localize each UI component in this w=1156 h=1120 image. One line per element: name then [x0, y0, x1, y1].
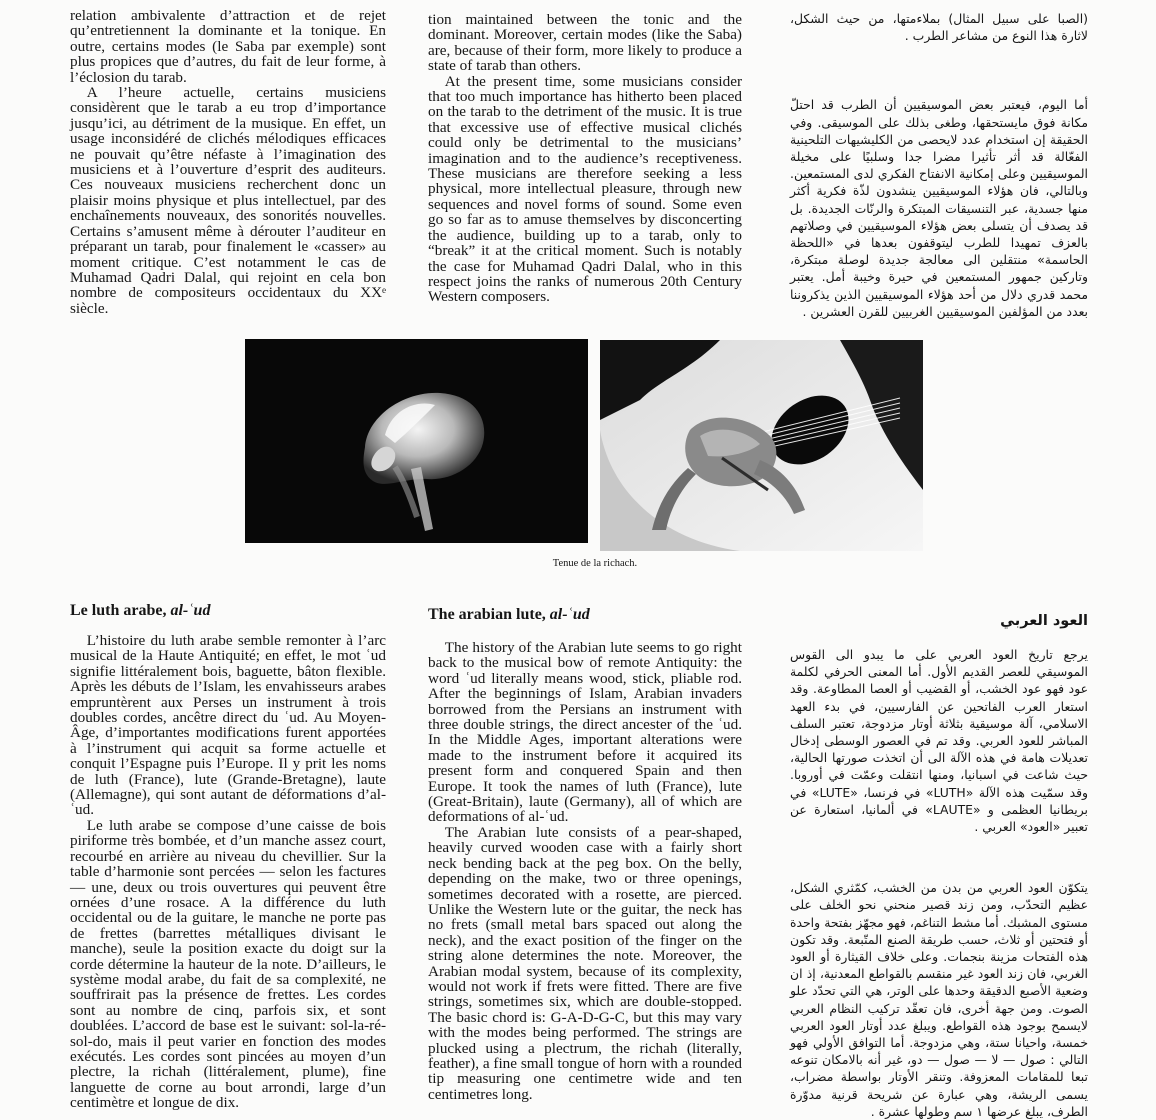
- french-heading-italic: al-ʿud: [170, 602, 211, 619]
- french-heading-text: Le luth arabe,: [70, 602, 171, 619]
- english-heading-italic: al-ʿud: [549, 606, 590, 623]
- photo-hand-holding-plectrum: [245, 339, 588, 543]
- english-section-heading: [428, 606, 590, 624]
- top-ar-paragraph-2: أما اليوم، فيعتبر بعض الموسيقيين أن الطرب قد احتلّ مكانة فوق مايستحقها، وطغى بذلك على الموسيقى. وفي الحقيقة إن استخدام عدد لايحصى من الكليشيهات التلحينية الفعّالة قد أثر تأثيرا مضرا جدا وسلبيًا على مخيلة الموسيقيين وعلى إمكانية الانفتاح الفكري لدى المستمعين. وبالتالي، فان هؤلاء الموسيقيين ينشدون لذّة فكرية أكثر منها جسدية، عبر التنسيقات المبتكرة والرنّات الجديدة. بل قد يصدف أن يتسلى بعض هؤلاء الموسيقيين في وصلاتهم بالعزف تمهيدا للطرب ليتوقفون بعدها في «اللحظة الحاسمة» منتقلين الى معالجة جديدة لوصلة مبتكرة، وتاركين جمهور المستمعين في حيرة وخيبة أمل. يعتبر محمد قدري دلال من أحد هؤلاء الموسيقيين الذين يذكروننا بعدد من المؤلفين الموسيقيين الغربيين للقرن العشرين .: [790, 97, 1088, 319]
- figure-caption: Tenue de la richach.: [552, 558, 638, 569]
- photo-hand-playing-oud-illustration: [600, 340, 923, 551]
- bottom-ar-paragraph-1: يرجع تاريخ العود العربي على ما يبدو الى القوس الموسيقي للعصر القديم الأول. أما المعنى الحرفي لكلمة عود فهو عود الخشب، أو القضيب أو العصا المطاوعة. وقد استعار العرب الفاتحين عن الفارسيين، في بدء العهد الاسلامي، آلة موسيقية بثلاثة أوتار مزدوجة، تعتبر السلف المباشر للعود العربي. وقد تم في العصور الوسطى إدخال تعديلات هامة في هذه الآلة الى أن اتخذت صورتها الحالية، حيث شاعت في اسبانيا، ومنها انتقلت وعمّت في أوروبا. وقد سمّيت هذه الآلة «LUTH» في فرنسا، «LUTE» في بريطانيا العظمى و «LAUTE» في ألمانيا، استعارة عن تعبير «العود» العربي .: [790, 647, 1088, 835]
- top-en-paragraph-2: At the present time, some musicians consider that too much importance has hitherto been placed on the tarab to the detriment of the music. It is true that excessive use of effective musical clichés could only be detrimental to the musicians’ imagination and to the audience’s receptiveness. These musicians are therefore seeking a less physical, more intellectual pleasure, through new sequences and novel forms of sound. Some even go so far as to amuse themselves by disconcerting the audience, building up to a tarab, only to “break” it at the critical moment. Such is notably the case for Muhamad Qadri Dalal, who in this respect joins the ranks of numerous 20th Century Western composers.: [428, 72, 742, 306]
- top-fr-paragraph-1: relation ambivalente d’attraction et de rejet qu’entretiennent la dominante et la tonique. En outre, certains modes (le Saba par exemple) sont plus propices que d’autres, du fait de leur forme, à l’éclosion du tarab.: [70, 7, 386, 86]
- english-heading-text: The arabian lute,: [428, 606, 550, 623]
- bottom-arabic-column: [790, 646, 1088, 1120]
- top-english-column: [428, 12, 742, 305]
- french-section-heading: [70, 602, 210, 620]
- arabic-section-heading: العود العربي: [1000, 613, 1088, 629]
- bottom-french-column: [70, 633, 386, 1111]
- bottom-english-column: [428, 640, 742, 1102]
- top-arabic-column: [790, 10, 1088, 320]
- photo-hand-holding-plectrum-illustration: [245, 339, 588, 543]
- bottom-en-paragraph-1: The history of the Arabian lute seems to go right back to the musical bow of remote Antiquity: the word ʿud literally means wood, stick, pliable rod. After the beginnings of Islam, Arabian invaders borrowed from the Persians an instrument with three double strings, the direct ancester of the ʿud. In the Middle Ages, important alterations were made to the instrument before it acquired its present form and conquered Spain and then Europe. It took the names of luth (France), lute (Great-Britain), laute (Germany), all of which are deformations of al-ʿud.: [428, 639, 742, 826]
- bottom-fr-paragraph-1: L’histoire du luth arabe semble remonter à l’arc musical de la Haute Antiquité; en effet, le mot ʿud signifie littéralement bois, baguette, bâton flexible. Après les débuts de l’Islam, les envahisseurs arabes empruntèrent aux Perses un instrument à trois doubles cordes, ancêtre direct du ʿud. Au Moyen-Âge, d’importantes modifications furent apportées à l’instrument qui acquit sa forme actuelle et conquit l’Espagne puis l’Europe. Il y prit les noms de luth (France), lute (Grande-Bretagne), laute (Allemagne), qui sont autant de déformations d’al-ʿud.: [70, 632, 386, 819]
- photo-hand-playing-oud: [600, 340, 923, 551]
- bottom-fr-paragraph-2: Le luth arabe se compose d’une caisse de bois piriforme très bombée, et d’un manche assez court, recourbé en arrière au niveau du chevillier. Sur la table d’harmonie sont percées — selon les factures — une, deux ou trois ouvertures qui peuvent être ornées d’une rosace. A la différence du luth occidental ou de la guitare, le manche ne porte pas de frettes (barrettes métalliques divisant le manche), seule la position exacte du doigt sur la corde détermine la hauteur de la note. D’ailleurs, le système modal arabe, du fait de sa complexité, ne souffrirait pas la présence de frettes. Les cordes sont au nombre de cinq, parfois six, et sont doublées. L’accord de base est le suivant: sol-la-ré-sol-do, mais il peut varier en fonction des modes exécutés. Les cordes sont pincées au moyen d’un plectre, la richah (littéralement, plume), fine languette de corne au bout arrondi, large d’un centimètre et longue de dix.: [70, 816, 386, 1112]
- bottom-ar-paragraph-2: يتكوّن العود العربي من بدن من الخشب، كمّثري الشكل، عظيم التحدّب، ومن زند قصير منحني نحو الخلف على مستوى المشبك. أما مشط التناغم، فهو مجهّز بفتحة واحدة أو فتحتين أو ثلاث، حسب طريقة الصنع المتّبعة. وقد تكون هذه الفتحات مزينة بنجمات. وعلى خلاف القيثارة أو العود الغربي، فان زند العود غير منقسم بالقواطع المعدنية، إذ ان وضعية الأصبع الدقيقة وحدها على الوتر، هي التي تحدّد علو الصوت. ومن جهة أخرى، فان تعقّد تركيب النظام العربي لايسمح بوجود هذه القواطع. ويبلغ عدد أوتار العود العربي خمسة، واحيانا ستة، وهي مزدوجة. أما التوافق الأولي فهو التالي : صول — لا — صول — دو، غير أنه بالامكان تنوعه تبعا للمقامات المعزوفة. وتنقر الأوتار بواسطة مضراب، يسمى الريشة، وهي عبارة عن شريحة قرنية مدوّرة الطرف، يبلغ عرضها ١ سم وطولها عشرة .: [790, 880, 1088, 1119]
- top-fr-paragraph-2: A l’heure actuelle, certains musiciens considèrent que le tarab a eu trop d’importance jusqu’ici, au détriment de la musique. En effet, un usage inconsidéré de clichés mélodiques efficaces ne pouvait qu’être néfaste à l’imagination des musiciens et à l’ouverture d’esprit des auditeurs. Ces nouveaux musiciens recherchent donc un plaisir moins physique et plus intellectuel, par des enchaînements nouveaux, des sonorités nouvelles. Certains s’amusent même à dérouter l’auditeur en préparant un tarab, pour finalement le «casser» au moment critique. C’est notamment le cas de Muhamad Qadri Dalal, qui rejoint en cela bon nombre de compositeurs occidentaux du XXᵉ siècle.: [70, 84, 386, 317]
- top-french-column: [70, 8, 386, 316]
- top-en-paragraph-1: tion maintained between the tonic and the dominant. Moreover, certain modes (like the Saba) are, because of their form, more likely to produce a state of tarab than others.: [428, 11, 742, 75]
- bottom-en-paragraph-2: The Arabian lute consists of a pear-shaped, heavily curved wooden case with a fairly short neck bending back at the peg box. On the belly, depending on the make, two or three openings, sometimes decorated with a rosette, are pierced. Unlike the Western lute or the guitar, the neck has no frets (small metal bars spaced out along the neck), and the exact position of the finger on the string alone determines the note. Moreover, the Arabian modal system, because of its complexity, would not work if frets were fitted. There are five strings, sometimes six, which are double-stopped. The basic chord is: G-A-D-G-C, but this may vary with the modes being performed. The strings are plucked using a plectrum, the richah (literally, feather), a fine small tongue of horn with a rounded tip measuring one centimetre wide and ten centimetres long.: [428, 823, 742, 1103]
- top-ar-paragraph-1: (الصبا على سبيل المثال) بملاءمتها، من حيث الشكل، لاثارة هذا النوع من مشاعر الطرب .: [790, 11, 1088, 44]
